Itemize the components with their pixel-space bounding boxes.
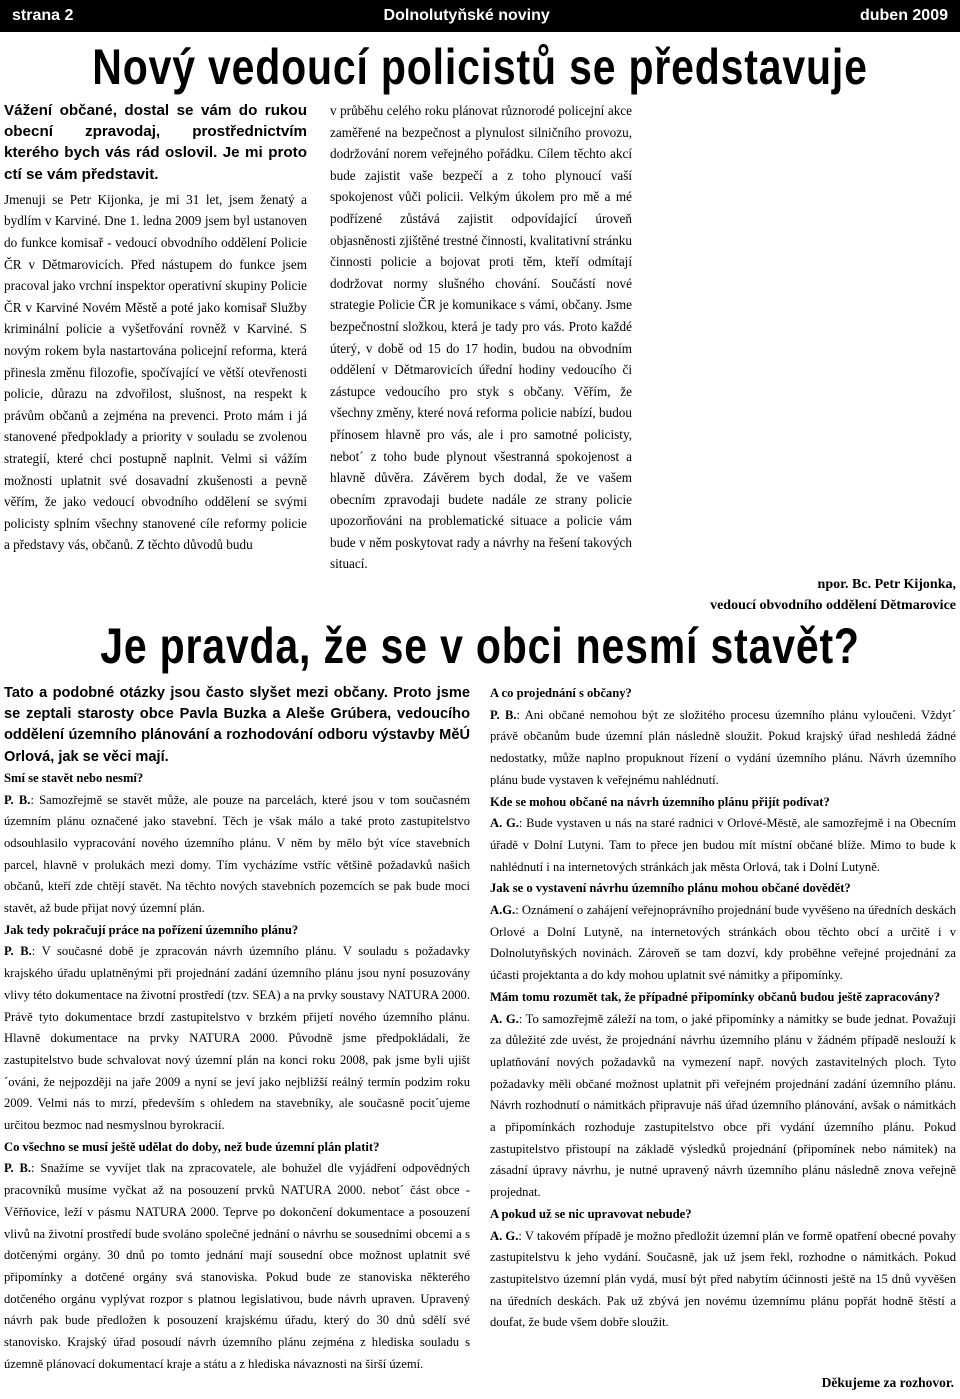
article1-body-1: Jmenuji se Petr Kijonka, je mi 31 let, jsem ženatý a bydlím v Karviné. Dne 1. ledna 2009 jsem byl ustanoven do funkce komisař - vedoucí obvodního oddělení Policie ČR v Dětmarovicích. Před nástupem do funkce jsem pracoval jako vrchní inspektor operativní skupiny Policie ČR v Karviné Novém Městě a poté jako komisař Služby kriminální policie a vyšetřování rovněž v Karviné. S novým rokem byla nastartována policejní reforma, která přinesla změnu filozofie, spočívající ve větší otevřenosti policie, důrazu na zdvořilost, slušnost, na respekt k právům občanů a zejména na prevenci. Proto mám i já stanovené předpoklady a priority v souladu se zvolenou strategií, které chci postupně naplnit. Velmi si vážím možnosti uplatnit své dosavadní zkušenosti a pevně věřím, že jako vedoucí obvodního oddělení se svými policisty splním všechny stanovené cíle reformy policie a představy vás, občanů. Z těchto důvodů budu xyxy=(4,191,307,553)
signature-role: vedoucí obvodního oddělení Dětmarovice xyxy=(710,598,956,613)
answer-speaker: P. B. xyxy=(490,707,517,722)
article2-headline: Je pravda, že se v obci nesmí stavět? xyxy=(100,618,860,674)
interview-answer xyxy=(490,1226,956,1335)
page-number: strana 2 xyxy=(12,7,74,24)
article1-headline: Nový vedoucí policistů se představuje xyxy=(92,39,868,95)
interview-column-right xyxy=(490,683,956,1334)
interview-right-qa xyxy=(490,683,956,1334)
answer-speaker: A. G. xyxy=(490,1228,519,1243)
interview-answer xyxy=(490,1009,956,1204)
answer-text: : Ani občané nemohou být ze složitého procesu územního plánu vyloučeni. Vždyt´ právě občanům bude územní plán následně sloužit. Pokud krajský úřad neshledá žádné nedostatky, může naplno propuknout řízení o vydání územního plánu. Návrh územního plánu bude vystaven k veřejnému nahlédnutí. xyxy=(490,707,956,787)
page-header-bar xyxy=(0,0,960,32)
article1-signature xyxy=(640,574,956,616)
interview-question: Jak tedy pokračují práce na pořízení územního plánu? xyxy=(4,922,299,937)
newspaper-title: Dolnolutyňské noviny xyxy=(383,7,550,24)
answer-text: : To samozřejmě záleží na tom, o jaké připomínky a námitky se bude jednat. Považuji za důležité zde uvést, že projednání návrhu územního plánu v žádném případě neslouží k uplatňování nových požadavků na vymezení např. nových zastavitelných ploch. Tyto požadavky měli občané možnost uplatnit při veřejném projednání zadání územního plánu. Návrh rozhodnutí o námitkách připravuje náš úřad územního plánování, avšak o námitkách a připomínkách rozhoduje zastupitelstvo obce při vydání územního plánu. Pokud zastupitelstvo přistoupí na základě výsledků projednání (připomínek nebo námitek) na zásadní úpravy návrhu, je nutné upravený návrh územního plánu následně znova veřejně projednat. xyxy=(490,1011,956,1200)
answer-speaker: A. G. xyxy=(490,816,519,831)
interview-answer xyxy=(490,900,956,987)
closing-thanks: Děkujeme za rozhovor. xyxy=(821,1375,954,1390)
article1-column-2 xyxy=(330,100,632,575)
answer-text: : Oznámení o zahájení veřejnoprávního projednání bude vyvěšeno na úředních deskách Orlové a Dolní Lutyně, na internetových stránkách obou těchto obcí a určitě i v Dolnolutyňských novinách. Zároveň se tam dozví, kdy proběhne veřejné projednání za účasti projektanta a do kdy mohou uplatnit své námitky a připomínky. xyxy=(490,903,956,983)
interview-left-qa xyxy=(4,768,470,1376)
answer-speaker: A.G. xyxy=(490,903,516,918)
answer-speaker: P. B. xyxy=(4,944,32,959)
interview-question: A pokud už se nic upravovat nebude? xyxy=(490,1206,692,1221)
answer-text: : Samozřejmě se stavět může, ale pouze na parcelách, které jsou v tom současném územním plánu označené jako stavební. Těch je však málo a také proto zastupitelstvo odsouhlasilo vypracování nového územního plánu. V něm by mělo být více stavebních parcel, hlavně v prolukách mezi domy. Tím vycházíme vstříc většině požadavků našich občanů, kteří zde chtějí stavět. Na těchto nových stavebních pozemcích se pak bude moci stavět, až bude přijat nový územní plán. xyxy=(4,792,470,916)
answer-speaker: P. B. xyxy=(4,792,31,807)
issue-date: duben 2009 xyxy=(859,7,948,24)
answer-text: : Bude vystaven u nás na staré radnici v Orlové-Městě, ale samozřejmě i na Obecním úřadě v Dolní Lutyni. Tam to přece jen budou mít místní občané blíže. Mimo to bude k nahlédnutí i na internetových stránkách jak města Orlová, tak i Dolní Lutyně. xyxy=(490,816,957,874)
interview-answer xyxy=(490,813,956,878)
interview-column-left xyxy=(4,683,470,1376)
article2-lead: Tato a podobné otázky jsou často slyšet mezi občany. Proto jsme se zeptali starosty obce Pavla Buzka a Aleše Grúbera, vedoucího oddělení územního plánování a rozhodování odboru výstavby MěÚ Orlová, jak se věci mají. xyxy=(4,685,470,765)
article1-lead: Vážení občané, dostal se vám do rukou obecní zpravodaj, prostřednictvím kterého bych vás rád oslovil. Je mi proto ctí se vám představit. xyxy=(4,102,307,183)
interview-question: Smí se stavět nebo nesmí? xyxy=(4,770,144,785)
answer-text: : V takovém případě je možno předložit územní plán ve formě opatření obecné povahy zastupitelstvu k jeho vydání. Současně, jak už jsem řekl, rozhodne o námitkách. Pokud zastupitelstvo územní plán vydá, musí být před nabytím účinnosti ještě na 15 dnů vyvěšen na úředních deskách. Pak už zbývá jen novému územnímu plánu popřát hodně štěstí a doufat, že bude všem dobře sloužit. xyxy=(490,1228,956,1330)
article1-body-2: v průběhu celého roku plánovat různorodé policejní akce zaměřené na bezpečnost a plynulost silničního provozu, dodržování norem veřejného pořádku. Cílem těchto akcí bude zajistit vaše bezpečí a z toho plynoucí vaší spokojenost vůči policii. Velkým úkolem pro mě a mé podřízené zůstává zajistit odpovídající úroveň objasněnosti zjištěné trestné činnosti, kvalitativní stránku činnosti policie a bojovat proti těm, kteří odmítají dodržovat normy slušného chování. Součástí nové strategie Policie ČR je komunikace s vámi, občany. Jsme bezpečnostní složkou, která je tady pro vás. Proto každé úterý, v době od 15 do 17 hodin, budou na obvodním oddělení v Dětmarovicích úřední hodiny vedoucího či zástupce vedoucího pro styk s občany. Věřím, že všechny změny, které nová reforma policie nabízí, budou přínosem hlavně pro vás, ale i pro samotné policisty, nebot´ z toho bude plynout všestranná spokojenost a hlavně důvěra. Závěrem bych dodal, že ve vašem obecním zpravodaji budete nadále ze strany policie upozorňováni na problematické situace a policie vám bude v něm poskytovat rady a návrhy na řešení takových situací. xyxy=(330,103,632,572)
signature-name: npor. Bc. Petr Kijonka, xyxy=(817,577,956,592)
interview-question: Kde se mohou občané na návrh územního plánu přijít podívat? xyxy=(490,794,830,809)
interview-question: Jak se o vystavení návrhu územního plánu mohou občané dovědět? xyxy=(490,881,851,896)
interview-question: Mám tomu rozumět tak, že případné připomínky občanů budou ještě zapracovány? xyxy=(490,989,941,1004)
article1-column-1 xyxy=(4,100,307,556)
interview-answer xyxy=(4,790,470,920)
answer-speaker: P. B. xyxy=(4,1161,32,1176)
interview-answer xyxy=(4,1158,470,1375)
interview-question: Co všechno se musí ještě udělat do doby, než bude územní plán platit? xyxy=(4,1139,380,1154)
interview-answer xyxy=(490,705,956,792)
interview-question: A co projednání s občany? xyxy=(490,686,632,700)
answer-text: : Snažíme se vyvíjet tlak na zpracovatele, ale bohužel dle vyjádření odpovědných pracovníků musíme vyčkat až na posouzení prvků NATURA 2000. nebot´ část obce - Věřňovice, leží v pásmu NATURA 2000. Teprve po dokončení dokumentace a posouzení vlivů na životní prostředí bude svoláno společné jednání o návrhu se sousedními obcemi a s dotčenými orgány. 30 dnů po tomto jednání mají sousední obce možnost uplatnit své připomínky a dotčené orgány svá stanoviska. Pokud bude ze stanoviska některého dotčeného orgánu vyplývat rozpor s platnou legislativou, bude návrh upraven. Upravený návrh pak bude předložen k posouzení krajskému úřadu, který do 30 dnů sdělí své stanovisko. Krajský úřad posoudí návrh územního plánu zejména z hlediska souladu s územně plánovací dokumentací kraje a státu a z hlediska návaznosti na širší území. xyxy=(4,1161,470,1371)
interview-answer xyxy=(4,941,470,1136)
answer-text: : V současné době je zpracován návrh územního plánu. V souladu s požadavky krajského úřadu uplatněnými při projednání zadání územního plánu jsou nyní posuzovány vlivy této dokumentace na životní prostředí (tzv. SEA) a na prvky soustavy NATURA 2000. Právě tyto dokumentace brzdí zastupitelstvo v brzkém přijetí nového územního plánu. Hlavně dokumentace na prvky NATURA 2000. Původně jsme předpokládali, že zastupitelstvo bude schvalovat nový územní plán na konci roku 2008, pak jsme byli ujišt´ováni, že nejpozději na jaře 2009 a nyní se jeví jako nejbližší reálný termín podzim roku 2009. Velmi nás to mrzí, především s ohledem na stavebníky, ale současně pocit´ujeme určitou bezmoc nad nesmyslnou byrokracií. xyxy=(4,944,470,1133)
answer-speaker: A. G. xyxy=(490,1011,519,1026)
